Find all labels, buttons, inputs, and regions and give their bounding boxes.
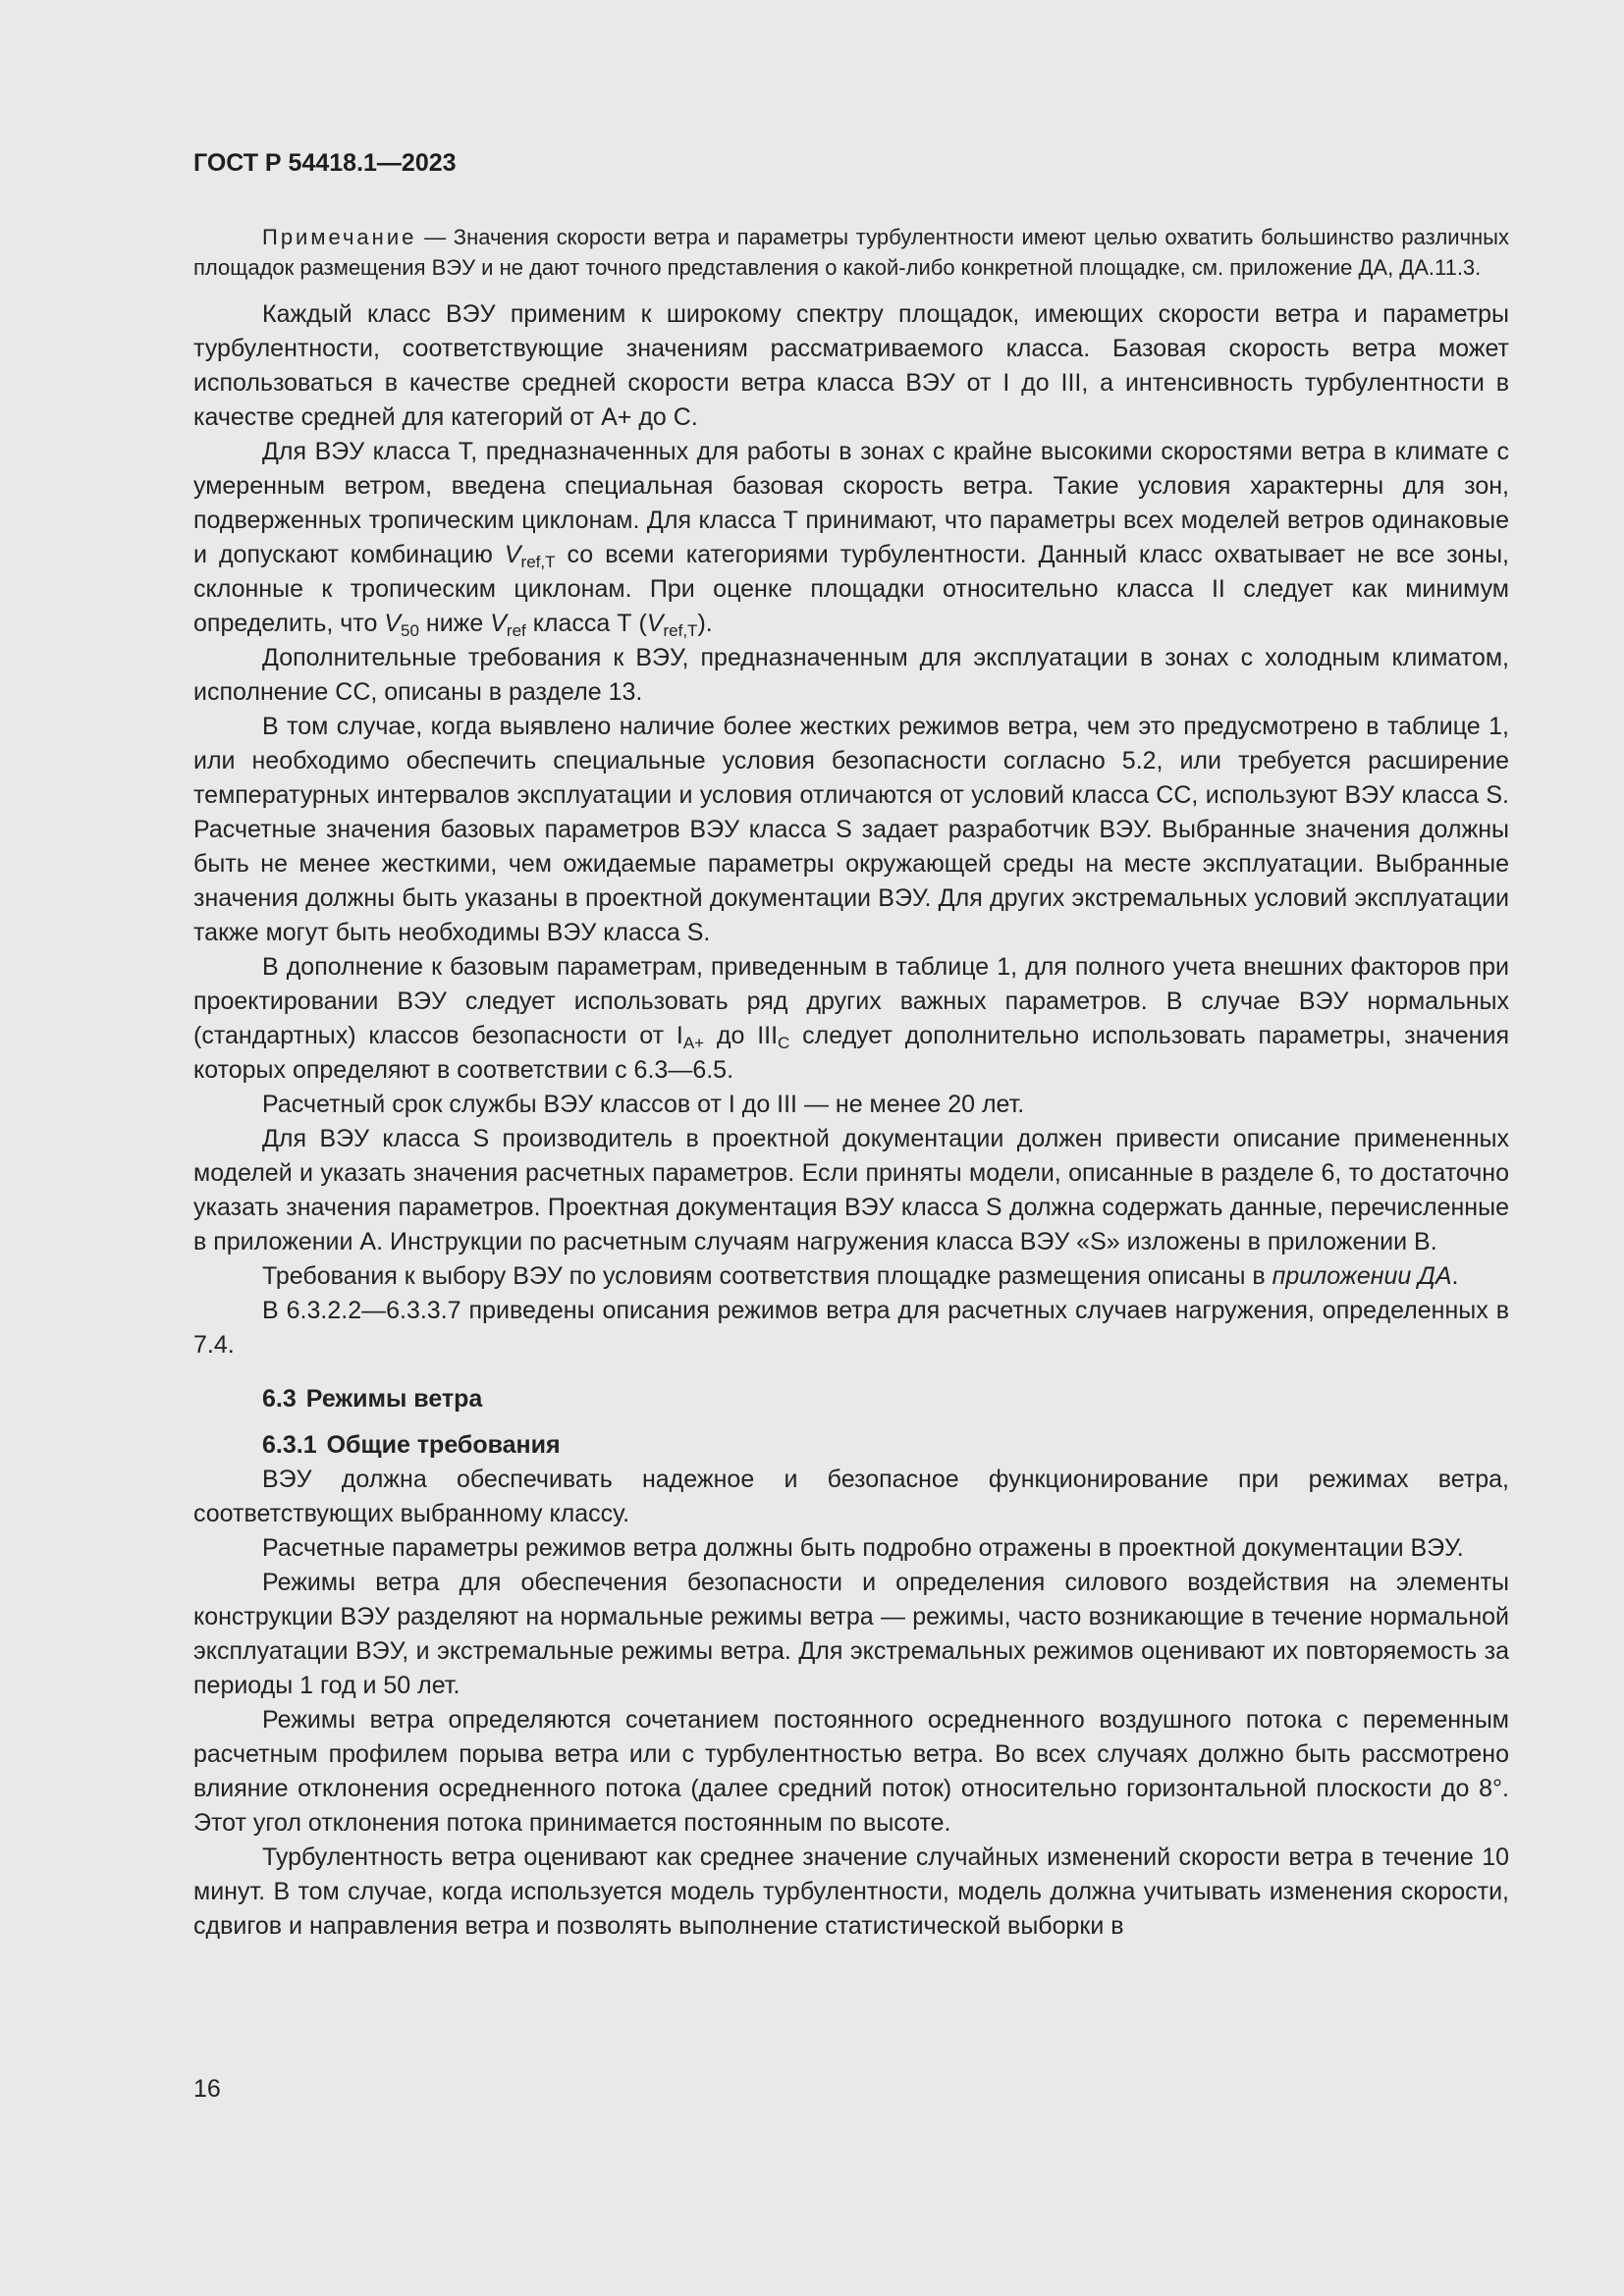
note-paragraph bbox=[193, 222, 1509, 283]
paragraph-3: Дополнительные требования к ВЭУ, предназначенным для эксплуатации в зонах с холодным климатом, исполнение СС, описаны в разделе 13. bbox=[193, 644, 1509, 706]
p2-var-4: V bbox=[646, 610, 664, 637]
p2-text-e: ). bbox=[697, 610, 713, 637]
paragraph-10: ВЭУ должна обеспечивать надежное и безопасное функционирование при режимах ветра, соответствующих выбранному классу. bbox=[193, 1466, 1509, 1527]
p2-sub-1: ref,T bbox=[520, 553, 556, 571]
subsection-number: 6.3.1 bbox=[262, 1431, 317, 1459]
page-number: 16 bbox=[193, 2075, 221, 2103]
p8-italic-ref: приложении ДА bbox=[1272, 1262, 1452, 1290]
section-number: 6.3 bbox=[262, 1385, 297, 1413]
p2-sub-3: ref bbox=[506, 621, 526, 640]
paragraph-8 bbox=[193, 1259, 1509, 1294]
p2-sub-4: ref,T bbox=[663, 621, 698, 640]
paragraph-7: Для ВЭУ класса S производитель в проектной документации должен привести описание примененных моделей и указать значения расчетных параметров. Если приняты модели, описанные в разделе 6, то достаточно указать значения параметров. Проектная документация ВЭУ класса S должна содержать данные, перечисленные в приложении А. Инструкции по расчетным случаям нагружения класса ВЭУ «S» изложены в приложении В. bbox=[193, 1125, 1509, 1255]
p2-sub-2: 50 bbox=[401, 621, 419, 640]
paragraph-12: Режимы ветра для обеспечения безопасности и определения силового воздействия на элементы конструкции ВЭУ разделяют на нормальные режимы ветра — режимы, часто возникающие в течение нормальной эксплуатации ВЭУ, и экстремальные режимы ветра. Для экстремальных режимов оценивают их повторяемость за периоды 1 год и 50 лет. bbox=[193, 1569, 1509, 1699]
paragraph-1: Каждый класс ВЭУ применим к широкому спектру площадок, имеющих скорости ветра и параметры турбулентности, соответствующие значениям рассматриваемого класса. Базовая скорость ветра может использоваться в качестве средней скорости ветра класса ВЭУ от I до III, а интенсивность турбулентности в качестве средней для категорий от A+ до С. bbox=[193, 300, 1509, 431]
paragraph-4: В том случае, когда выявлено наличие более жестких режимов ветра, чем это предусмотрено в таблице 1, или необходимо обеспечить специальные условия безопасности согласно 5.2, или требуется расширение температурных интервалов эксплуатации и условия отличаются от условий класса СС, используют ВЭУ класса S. Расчетные значения базовых параметров ВЭУ класса S задает разработчик ВЭУ. Выбранные значения должны быть не менее жесткими, чем ожидаемые параметры окружающей среды на месте эксплуатации. Выбранные значения должны быть указаны в проектной документации ВЭУ. Для других экстремальных условий эксплуатации также могут быть необходимы ВЭУ класса S. bbox=[193, 713, 1509, 946]
paragraph-6: Расчетный срок службы ВЭУ классов от I до III — не менее 20 лет. bbox=[262, 1091, 1025, 1118]
paragraph-11: Расчетные параметры режимов ветра должны быть подробно отражены в проектной документации ВЭУ. bbox=[262, 1534, 1464, 1562]
p5-sub-2: C bbox=[778, 1034, 790, 1052]
paragraph-5 bbox=[193, 950, 1509, 1088]
subsection-heading bbox=[262, 1428, 1509, 1463]
section-title: Режимы ветра bbox=[305, 1385, 483, 1413]
subsection-title: Общие требования bbox=[326, 1431, 561, 1459]
p5-sub-1: A+ bbox=[682, 1034, 705, 1052]
p5-text-b: до III bbox=[704, 1022, 779, 1049]
p2-var-2: V bbox=[384, 610, 402, 637]
p2-text-a: Для ВЭУ класса Т, предназначенных для работы в зонах с крайне высокими скоростями ветра в климате с умеренным ветром, введена специальная базовая скорость ветра. Такие условия характерны для зон, подверженных тропическим циклонам. Для класса Т принимают, что параметры всех моделей ветров одинаковые и допускают комбинацию bbox=[193, 438, 1509, 568]
paragraph-13: Режимы ветра определяются сочетанием постоянного осредненного воздушного потока с переменным расчетным профилем порыва ветра или с турбулентностью ветра. Во всех случаях должно быть рассмотрено влияние отклонения осредненного потока (далее средний поток) относительно горизонтальной плоскости до 8°. Этот угол отклонения потока принимается постоянным по высоте. bbox=[193, 1706, 1509, 1837]
p2-var-1: V bbox=[504, 541, 521, 568]
p5-text-c: следует дополнительно использовать параметры, значения которых определяют в соответствии с 6.3—6.5. bbox=[193, 1022, 1509, 1084]
page-content bbox=[193, 222, 1509, 1944]
p2-text-c: ниже bbox=[418, 610, 491, 637]
note-text: — Значения скорости ветра и параметры турбулентности имеют целью охватить большинство различных площадок размещения ВЭУ и не дают точного представления о какой-либо конкретной площадке, см. приложение ДА, ДА.11.3. bbox=[193, 225, 1509, 280]
p2-text-d: класса Т ( bbox=[525, 610, 647, 637]
p8-text-a: Требования к выбору ВЭУ по условиям соответствия площадке размещения описаны в bbox=[262, 1262, 1272, 1290]
document-header: ГОСТ Р 54418.1—2023 bbox=[193, 149, 457, 177]
p5-text-a: В дополнение к базовым параметрам, приведенным в таблице 1, для полного учета внешних факторов при проектировании ВЭУ следует использовать ряд других важных параметров. В случае ВЭУ нормальных (стандартных) классов безопасности от I bbox=[193, 953, 1509, 1049]
p2-text-b: со всеми категориями турбулентности. Данный класс охватывает не все зоны, склонные к тропическим циклонам. При оценке площадки относительно класса II следует как минимум определить, что bbox=[193, 541, 1509, 637]
note-label: Примечание bbox=[262, 225, 417, 249]
section-heading bbox=[262, 1382, 1509, 1416]
p2-var-3: V bbox=[490, 610, 507, 637]
paragraph-9: В 6.3.2.2—6.3.3.7 приведены описания режимов ветра для расчетных случаев нагружения, определенных в 7.4. bbox=[193, 1297, 1509, 1359]
p8-text-b: . bbox=[1451, 1262, 1459, 1290]
paragraph-2 bbox=[193, 435, 1509, 641]
paragraph-14: Турбулентность ветра оценивают как среднее значение случайных изменений скорости ветра в течение 10 минут. В том случае, когда используется модель турбулентности, модель должна учитывать изменения скорости, сдвигов и направления ветра и позволять выполнение статистической выборки в bbox=[193, 1843, 1509, 1940]
